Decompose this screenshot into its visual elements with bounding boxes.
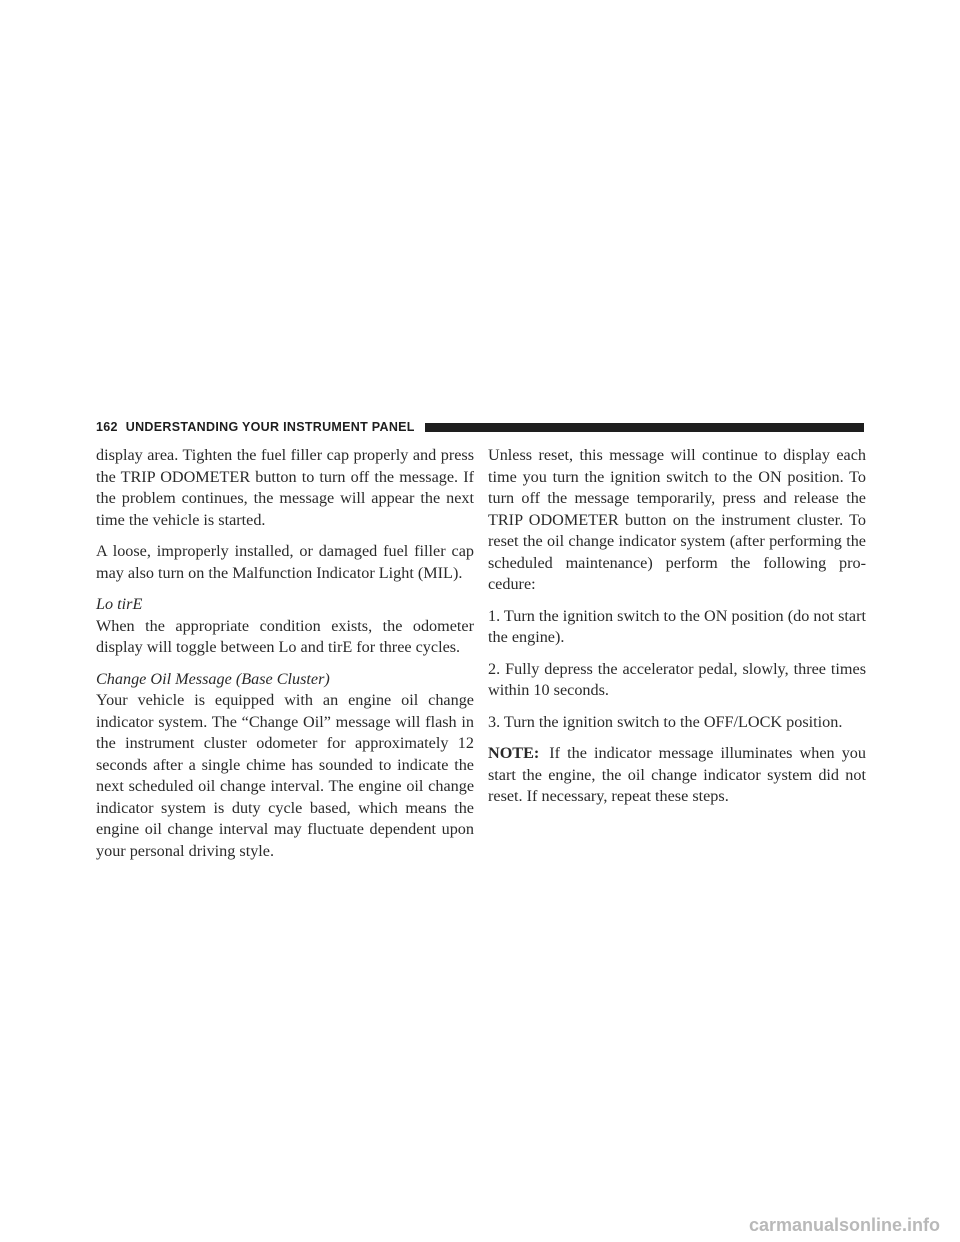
heading-lo-tire: Lo tirE xyxy=(96,595,143,613)
paragraph-lo-tire: When the appropriate condition exists, the odometer display will toggle between Lo and tirE for three cycles. xyxy=(96,616,474,656)
paragraph-fuel-cap: display area. Tighten the fuel filler cap properly and press the TRIP ODOMETER button to turn off the message. If the problem continues, the message will appear the next time the vehicle is started. xyxy=(96,446,474,529)
page-header xyxy=(96,418,864,436)
step-3: 3. Turn the ignition switch to the OFF/LOCK position. xyxy=(488,712,843,731)
heading-change-oil: Change Oil Message (Base Cluster) xyxy=(96,669,330,688)
header-rule xyxy=(425,423,864,432)
left-column xyxy=(96,445,474,872)
step-2: 2. Fully depress the accelerator pedal, slowly, three times within 10 seconds. xyxy=(488,659,866,699)
note-label: NOTE: xyxy=(488,744,540,762)
note-paragraph xyxy=(488,743,866,808)
paragraph-reset: Unless reset, this message will continue to display each time you turn the ignition switch to the ON position. To turn off the message temporarily, press and release the TRIP ODOMETER button on the instrument cluster. To reset the oil change indicator system (after performing the scheduled maintenance) perform the following pro-cedure: xyxy=(488,446,866,593)
paragraph-change-oil: Your vehicle is equipped with an engine oil change indicator system. The “Change Oil” message will flash in the instrument cluster odometer for approximately 12 seconds after a single chime has sounded to indicate the next scheduled oil change interval. The engine oil change indicator system is duty cycle based, which means the engine oil change interval may fluctuate dependent upon your personal driving style. xyxy=(96,691,474,860)
note-text: If the indicator message illuminates when you start the engine, the oil change indicator system did not reset. If necessary, repeat these steps. xyxy=(488,744,866,805)
right-column xyxy=(488,445,866,818)
paragraph-mil: A loose, improperly installed, or damaged fuel filler cap may also turn on the Malfunction Indicator Light (MIL). xyxy=(96,542,474,582)
watermark: carmanualsonline.info xyxy=(748,1215,940,1235)
section-title: UNDERSTANDING YOUR INSTRUMENT PANEL xyxy=(125,420,415,434)
step-1: 1. Turn the ignition switch to the ON position (do not start the engine). xyxy=(488,606,866,646)
page-number: 162 xyxy=(96,420,118,434)
